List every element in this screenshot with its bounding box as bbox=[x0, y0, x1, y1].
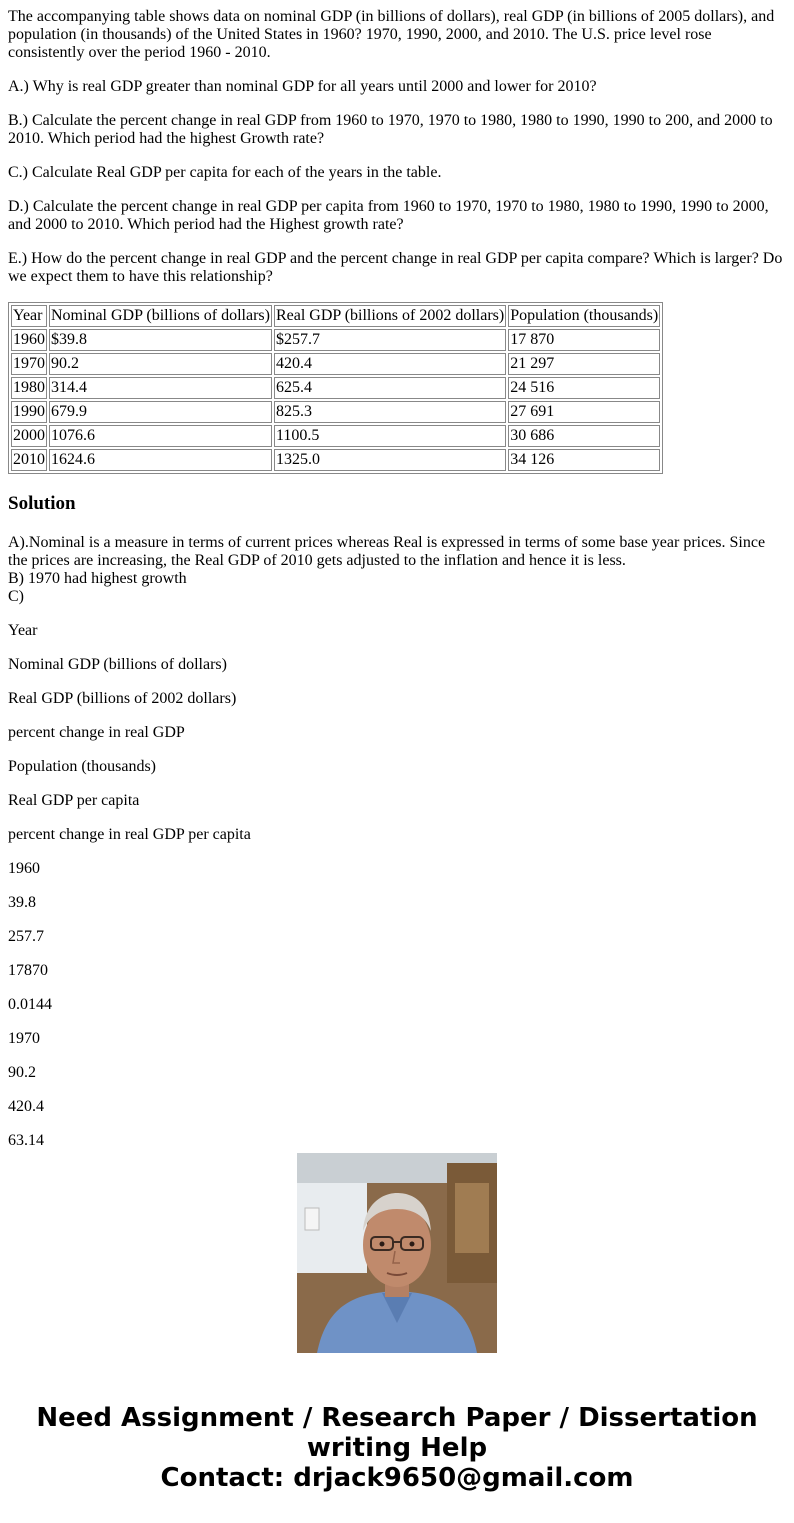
table-row bbox=[11, 353, 660, 375]
promo-line-1: Need Assignment / Research Paper / Dissertation bbox=[36, 1403, 758, 1433]
list-item: 39.8 bbox=[8, 894, 36, 911]
question-e: E.) How do the percent change in real GDP and the percent change in real GDP per capita compare? Which is larger? Do we expect them to have this relationship? bbox=[8, 250, 783, 285]
solution-table-list bbox=[8, 622, 786, 1150]
table-cell: $257.7 bbox=[274, 329, 506, 351]
answer-b: B) 1970 had highest growth bbox=[8, 570, 187, 587]
list-item: 1970 bbox=[8, 1030, 40, 1047]
table-cell: 1624.6 bbox=[49, 449, 272, 471]
question-intro: The accompanying table shows data on nominal GDP (in billions of dollars), real GDP (in billions of 2005 dollars), and population (in thousands) of the United States in 1960? 1970, 1990, 2000, and 2010. The U.S. price level rose consistently over the period 1960 - 2010. bbox=[8, 8, 775, 61]
promo-contact: Contact: drjack9650@gmail.com bbox=[160, 1463, 634, 1493]
promo-line-2: writing Help bbox=[306, 1433, 488, 1463]
list-item: 90.2 bbox=[8, 1064, 36, 1081]
person-photo-icon bbox=[297, 1153, 497, 1353]
list-item: 420.4 bbox=[8, 1098, 44, 1115]
promo-banner bbox=[0, 1403, 794, 1493]
list-item: percent change in real GDP per capita bbox=[8, 826, 251, 843]
table-header-row bbox=[11, 305, 660, 327]
table-row bbox=[11, 449, 660, 471]
table-cell: 1990 bbox=[11, 401, 47, 423]
solution-heading: Solution bbox=[8, 493, 76, 514]
table-header-cell: Population (thousands) bbox=[508, 305, 660, 327]
table-cell: 1960 bbox=[11, 329, 47, 351]
list-item: 17870 bbox=[8, 962, 48, 979]
table-header-cell: Year bbox=[11, 305, 47, 327]
list-item: 257.7 bbox=[8, 928, 44, 945]
table-cell: 1076.6 bbox=[49, 425, 272, 447]
table-cell: 825.3 bbox=[274, 401, 506, 423]
question-b: B.) Calculate the percent change in real GDP from 1960 to 1970, 1970 to 1980, 1980 to 1990, 1990 to 200, and 2000 to 2010. Which period had the highest Growth rate? bbox=[8, 112, 773, 147]
list-item: percent change in real GDP bbox=[8, 724, 185, 741]
list-item: 0.0144 bbox=[8, 996, 52, 1013]
list-item: Population (thousands) bbox=[8, 758, 156, 775]
document-body bbox=[8, 0, 786, 1149]
table-cell: 1980 bbox=[11, 377, 47, 399]
table-cell: 2000 bbox=[11, 425, 47, 447]
table-cell: 679.9 bbox=[49, 401, 272, 423]
gdp-table bbox=[8, 302, 663, 474]
table-cell: 625.4 bbox=[274, 377, 506, 399]
question-a: A.) Why is real GDP greater than nominal GDP for all years until 2000 and lower for 2010? bbox=[8, 78, 597, 95]
table-row bbox=[11, 329, 660, 351]
question-d: D.) Calculate the percent change in real GDP per capita from 1960 to 1970, 1970 to 1980, 1980 to 1990, 1990 to 2000, and 2000 to 2010. Which period had the Highest growth rate? bbox=[8, 198, 769, 233]
list-item: Year bbox=[8, 622, 38, 639]
author-avatar bbox=[297, 1153, 497, 1353]
table-cell: 34 126 bbox=[508, 449, 660, 471]
answer-c: C) bbox=[8, 588, 24, 605]
answer-a: A).Nominal is a measure in terms of current prices whereas Real is expressed in terms of some base year prices. Since the prices are increasing, the Real GDP of 2010 gets adjusted to the inflation and hence it is less. bbox=[8, 534, 766, 569]
table-cell: 1970 bbox=[11, 353, 47, 375]
table-cell: 1100.5 bbox=[274, 425, 506, 447]
table-row bbox=[11, 377, 660, 399]
table-row bbox=[11, 401, 660, 423]
table-cell: 30 686 bbox=[508, 425, 660, 447]
table-cell: 1325.0 bbox=[274, 449, 506, 471]
table-cell: 17 870 bbox=[508, 329, 660, 351]
list-item: 63.14 bbox=[8, 1132, 44, 1149]
table-cell: 24 516 bbox=[508, 377, 660, 399]
table-cell: 420.4 bbox=[274, 353, 506, 375]
table-header-cell: Nominal GDP (billions of dollars) bbox=[49, 305, 272, 327]
solution-answers bbox=[8, 534, 786, 606]
list-item: Real GDP per capita bbox=[8, 792, 140, 809]
table-cell: 27 691 bbox=[508, 401, 660, 423]
table-cell: $39.8 bbox=[49, 329, 272, 351]
table-cell: 314.4 bbox=[49, 377, 272, 399]
list-item: Real GDP (billions of 2002 dollars) bbox=[8, 690, 237, 707]
question-c: C.) Calculate Real GDP per capita for each of the years in the table. bbox=[8, 164, 442, 181]
table-cell: 21 297 bbox=[508, 353, 660, 375]
list-item: 1960 bbox=[8, 860, 40, 877]
table-cell: 90.2 bbox=[49, 353, 272, 375]
table-cell: 2010 bbox=[11, 449, 47, 471]
list-item: Nominal GDP (billions of dollars) bbox=[8, 656, 227, 673]
table-row bbox=[11, 425, 660, 447]
table-header-cell: Real GDP (billions of 2002 dollars) bbox=[274, 305, 506, 327]
